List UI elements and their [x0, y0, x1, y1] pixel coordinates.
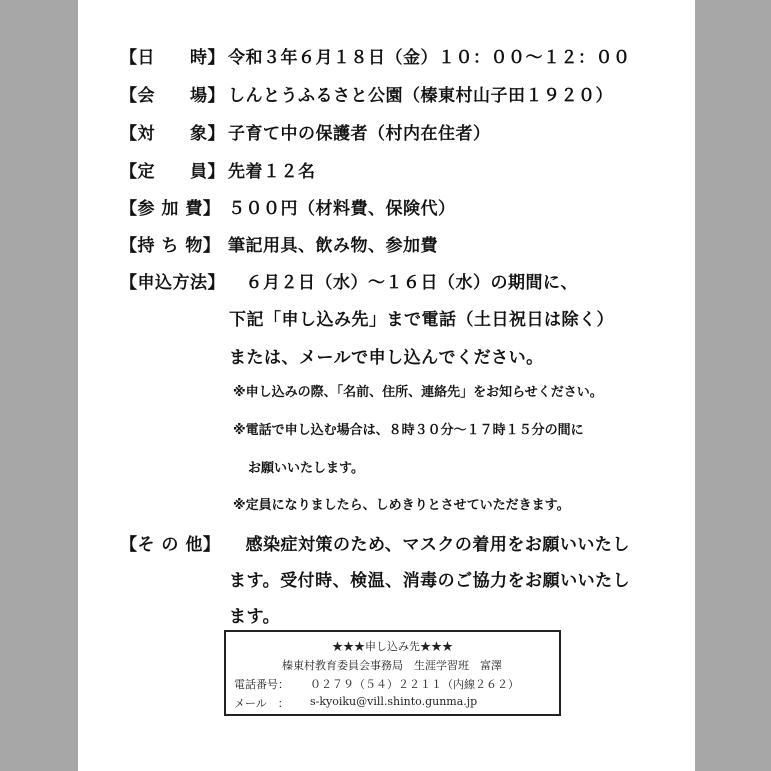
application-note2: ※電話で申し込む場合は、８時３０分～１７時１５分の間に [233, 423, 584, 438]
application-line3: または、メールで申し込んでください。 [229, 348, 544, 368]
fee-row [120, 194, 685, 219]
application-label: 【申込方法】 [120, 273, 225, 293]
capacity-label: 【定 員】 [120, 162, 225, 182]
contact-mail[interactable]: s-kyoiku@vill.shinto.gunma.jp [310, 695, 478, 708]
application-note2b: お願いいたします。 [248, 461, 364, 476]
other-line2: ます。受付時、検温、消毒のご協力をお願いいたし [229, 571, 631, 591]
contact-phone: ０２７９（５４）２２１１（内線２６２） [310, 678, 519, 691]
other-line3: ます。 [229, 607, 281, 627]
belongings-label: 【持 ち 物】 [120, 236, 221, 256]
target-value: 子育て中の保護者（村内在住者） [228, 124, 491, 144]
application-row [120, 268, 685, 293]
application-note1: ※申し込みの際、「名前、住所、連絡先」をお知らせください。 [233, 385, 603, 400]
capacity-value: 先着１２名 [228, 162, 316, 182]
document-page [78, 0, 695, 771]
date-row [120, 43, 685, 68]
belongings-value: 筆記用具、飲み物、参加費 [228, 236, 438, 256]
contact-title: ★★★申し込み先★★★ [332, 640, 453, 653]
application-line2: 下記「申し込み先」まで電話（土日祝日は除く） [229, 310, 614, 330]
contact-phone-label: 電話番号： [234, 678, 289, 691]
contact-office: 榛東村教育委員会事務局 生涯学習班 富澤 [282, 659, 502, 672]
other-row [120, 530, 685, 555]
date-value: 令和３年６月１８日（金）１０：００～１２：００ [228, 48, 631, 68]
date-label: 【日 時】 [120, 48, 225, 68]
capacity-row [120, 157, 685, 182]
venue-row [120, 81, 685, 106]
target-label: 【対 象】 [120, 124, 225, 144]
other-label: 【そ の 他】 [120, 535, 221, 555]
application-line1: ６月２日（水）～１６日（水）の期間に、 [228, 273, 578, 293]
fee-label: 【参 加 費】 [120, 199, 221, 219]
contact-box [224, 630, 561, 716]
venue-label: 【会 場】 [120, 86, 225, 106]
other-line1: 感染症対策のため、マスクの着用をお願いいたし [228, 535, 630, 555]
venue-value: しんとうふるさと公園（榛東村山子田１９２０） [228, 86, 613, 106]
contact-mail-label: メール ： [234, 697, 289, 710]
target-row [120, 119, 685, 144]
fee-value: ５００円（材料費、保険代） [228, 199, 456, 219]
application-note3: ※定員になりましたら、しめきりとさせていただきます。 [233, 498, 570, 513]
belongings-row [120, 231, 685, 256]
